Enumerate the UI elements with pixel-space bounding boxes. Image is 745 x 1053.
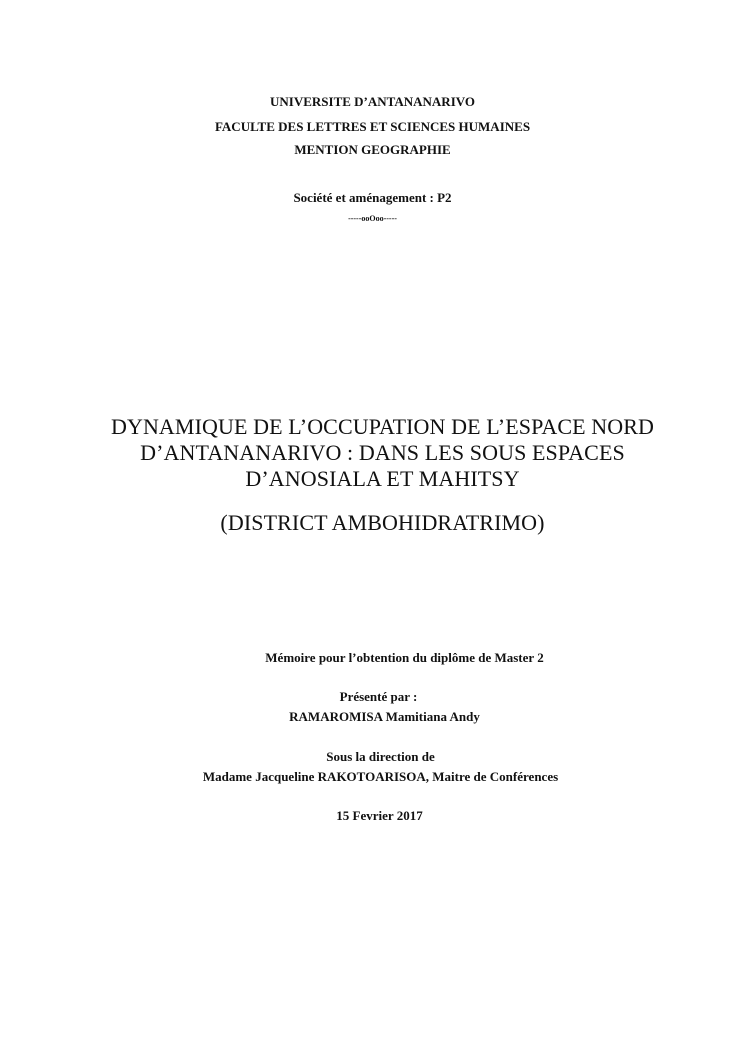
department-name: MENTION GEOGRAPHIE [294, 142, 451, 157]
thesis-title-line-3: D’ANOSIALA ET MAHITSY [245, 466, 520, 491]
thesis-subtitle [60, 510, 705, 536]
thesis-title [60, 414, 705, 492]
thesis-title-line-1: DYNAMIQUE DE L’OCCUPATION DE L’ESPACE NORD [110, 414, 655, 439]
direction-label: Sous la direction de [326, 749, 435, 764]
program-name: Société et aménagement : P2 [293, 190, 452, 205]
faculty-name: FACULTE DES LETTRES ET SCIENCES HUMAINES [214, 119, 531, 134]
author-name: RAMAROMISA Mamitiana Andy [289, 709, 480, 724]
ornament-separator: -----ooOoo----- [348, 214, 397, 223]
presented-by-label: Présenté par : [339, 689, 418, 704]
thesis-title-line-2: D’ANTANANARIVO : DANS LES SOUS ESPACES [140, 440, 625, 465]
thesis-purpose: Mémoire pour l’obtention du diplôme de Master 2 [265, 650, 544, 665]
university-name: UNIVERSITE D’ANTANANARIVO [270, 94, 475, 109]
supervisor-name: Madame Jacqueline RAKOTOARISOA, Maitre de Conférences [202, 769, 559, 784]
submission-date: 15 Fevrier 2017 [336, 808, 423, 823]
thesis-subtitle-text: (DISTRICT AMBOHIDRATRIMO) [220, 510, 545, 535]
